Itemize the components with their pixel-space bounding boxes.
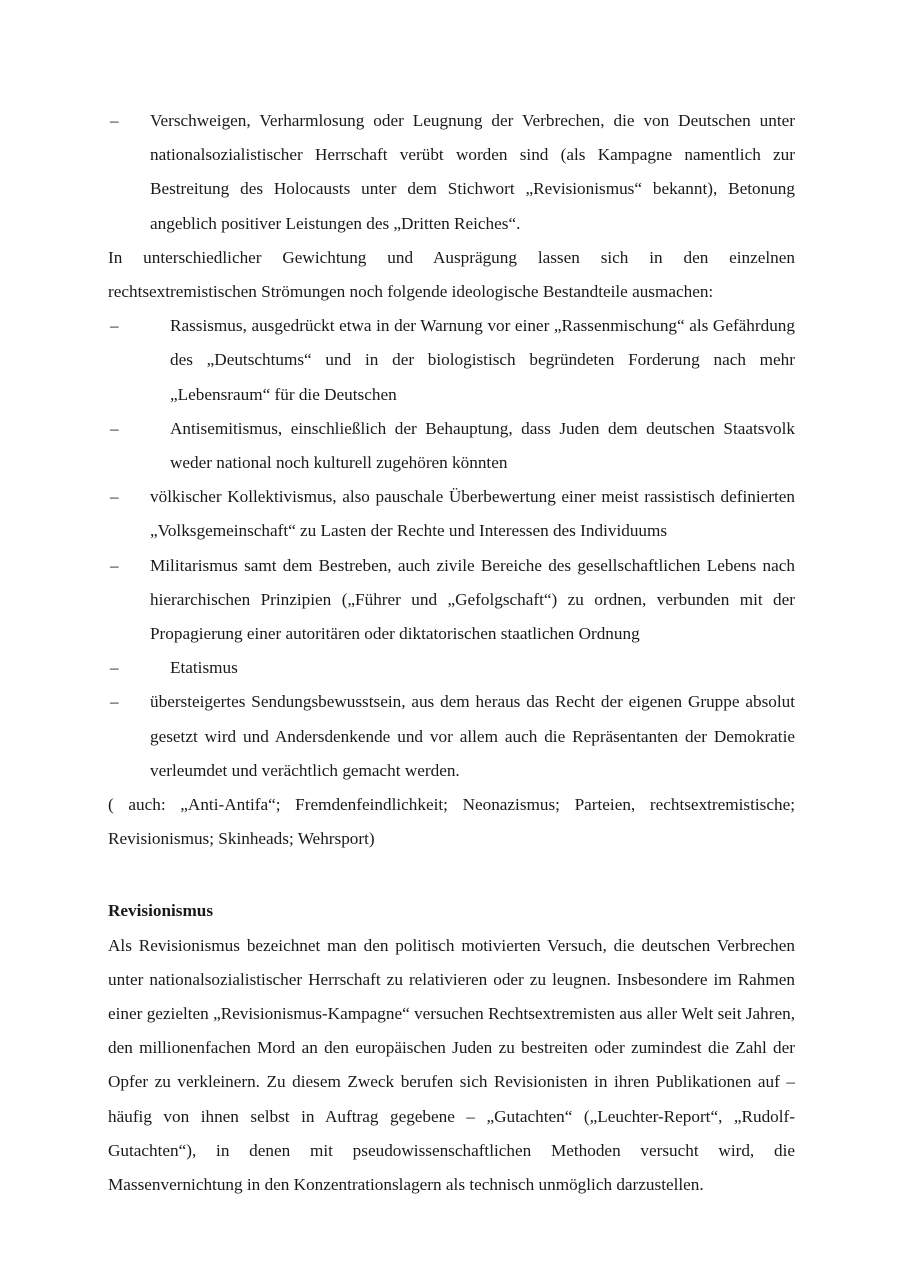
list-dash: – xyxy=(110,555,119,575)
intro-paragraph: In unterschiedlicher Gewichtung und Ausprägung lassen sich in den einzelnen rechtsextremistischen Strömungen noch folgende ideologische Bestandteile ausmachen: xyxy=(108,247,795,302)
list-item-text: Verschweigen, Verharmlosung oder Leugnung der Verbrechen, die von Deutschen unter nationalsozialistischer Herrschaft verübt worden sind (als Kampagne namentlich zur Bestreitung des Holocausts unter dem Stichwort „Revisionismus“ bekannt), Betonung angeblich positiver Leistungen des „Dritten Reiches“. xyxy=(150,111,795,233)
list-item-antisemitismus xyxy=(108,412,795,480)
see-also-references: ( auch: „Anti-Antifa“; Fremdenfeindlichkeit; Neonazismus; Parteien, rechtsextremistische; Revisionismus; Skinheads; Wehrsport) xyxy=(108,795,795,849)
list-item-militarismus xyxy=(108,549,795,652)
list-item-text: Rassismus, ausgedrückt etwa in der Warnung vor einer „Rassenmischung“ als Gefährdung des „Deutschtums“ und in der biologistisch begründeten Forderung nach mehr „Lebensraum“ für die Deutschen xyxy=(170,316,795,404)
section-heading: Revisionismus xyxy=(108,901,214,921)
list-item-etatismus xyxy=(108,651,795,685)
list-dash: – xyxy=(110,316,119,336)
section-spacer xyxy=(108,856,795,894)
list-dash: – xyxy=(110,658,119,678)
list-item-rassismus xyxy=(108,309,795,412)
list-item-text: Militarismus samt dem Bestreben, auch zivile Bereiche des gesellschaftlichen Lebens nach hierarchischen Prinzipien („Führer und „Gefolgschaft“) zu ordnen, verbunden mit der Propagierung einer autoritären oder diktatorischen staatlichen Ordnung xyxy=(150,555,795,644)
list-item-sendungsbewusstsein xyxy=(108,685,795,788)
page-content xyxy=(108,104,795,1202)
list-item-text: völkischer Kollektivismus, also pauschale Überbewertung einer meist rassistisch definierten „Volksgemeinschaft“ zu Lasten der Rechte und Interessen des Individuums xyxy=(150,487,795,541)
list-item-text: übersteigertes Sendungsbewusstsein, aus dem heraus das Recht der eigenen Gruppe absolut gesetzt wird und Andersdenkende und vor allem auch die Repräsentanten der Demokratie verleumdet und verächtlich gemacht werden. xyxy=(150,692,795,780)
list-dash: – xyxy=(110,418,119,438)
list-item-kollektivismus xyxy=(108,480,795,548)
list-item-text: Etatismus xyxy=(170,658,238,678)
list-item-text: Antisemitismus, einschließlich der Behauptung, dass Juden dem deutschen Staatsvolk weder national noch kulturell zugehören könnten xyxy=(170,418,795,473)
list-dash: – xyxy=(110,692,119,712)
list-item-denial xyxy=(108,104,795,241)
list-dash: – xyxy=(110,111,119,130)
list-dash: – xyxy=(110,487,119,507)
section-body: Als Revisionismus bezeichnet man den politisch motivierten Versuch, die deutschen Verbrechen unter nationalsozialistischer Herrschaft zu relativieren oder zu leugnen. Insbesondere im Rahmen einer gezielten „Revisionismus-Kampagne“ versuchen Rechtsextremisten aus aller Welt seit Jahren, den millionenfachen Mord an den europäischen Juden zu bestreiten oder zumindest die Zahl der Opfer zu verkleinern. Zu diesem Zweck berufen sich Revisionisten in ihren Publikationen auf – häufig von ihnen selbst in Auftrag gegebene – „Gutachten“ („Leuchter-Report“, „Rudolf-Gutachten“), in denen mit pseudowissenschaftlichen Methoden versucht wird, die Massenvernichtung in den Konzentrationslagern als technisch unmöglich darzustellen. xyxy=(108,935,795,1195)
